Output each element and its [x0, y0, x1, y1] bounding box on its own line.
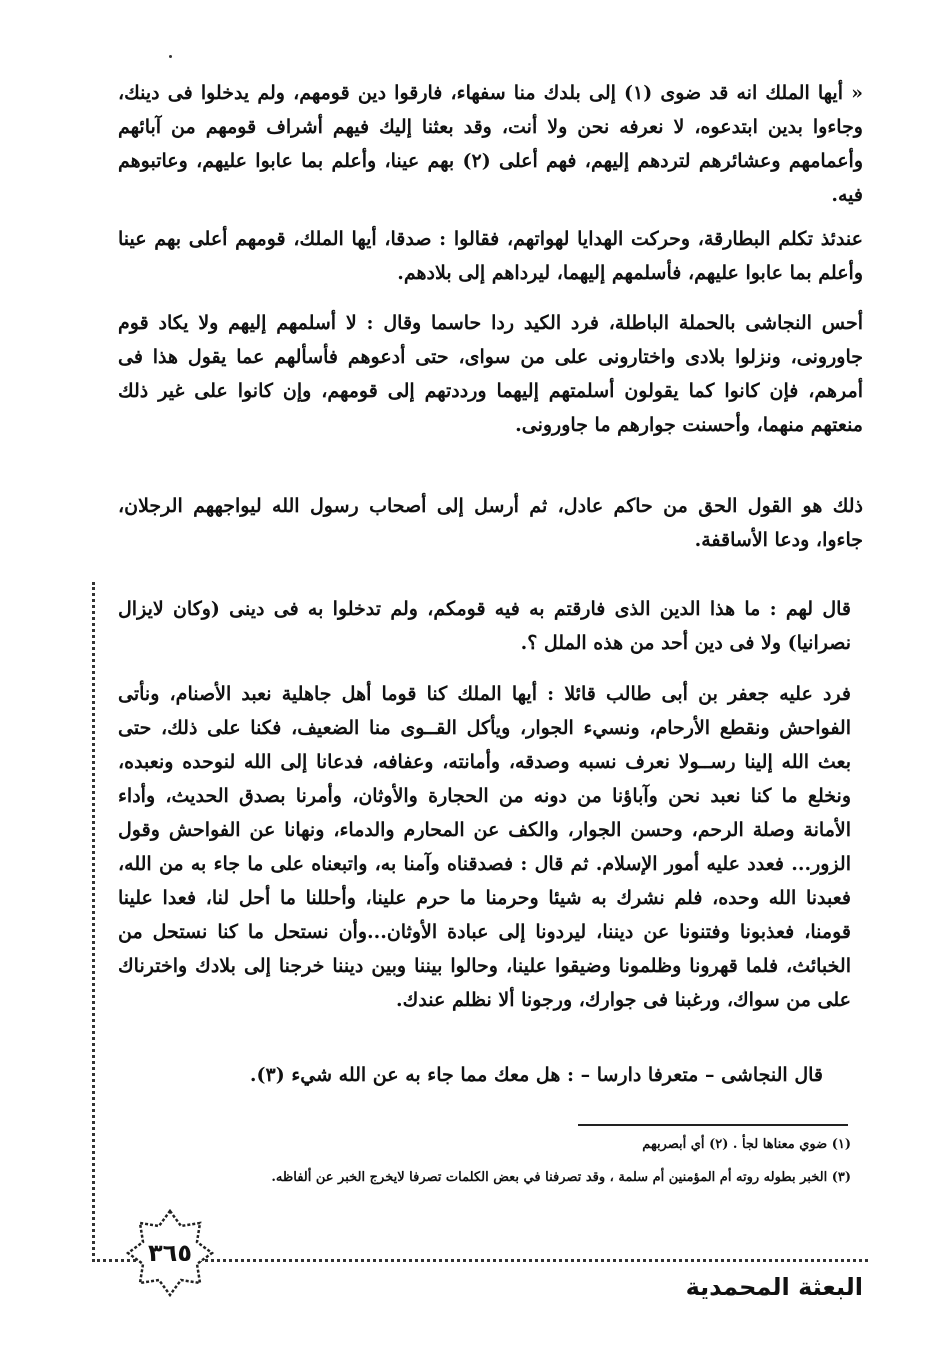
print-speck	[169, 55, 172, 58]
book-title: البعثة المحمدية	[685, 1273, 863, 1301]
footnote-1-2: (١) ضوي معناها لجأ . (٢) أي أبصربهم	[642, 1137, 851, 1152]
footnote-3: (٣) الخبر بطوله روته أم المؤمنين أم سلمة ، وقد تصرفنا في بعض الكلمات تصرفا لايخرج الخبر عن ألفاظه.	[271, 1170, 851, 1185]
paragraph-jafar-speech: فرد عليه جعفر بن أبى طالب قائلا : أيها الملك كنا قوما أهل جاهلية نعبد الأصنام، ونأتى الفواحش ونقطع الأرحام، ونسيء الجوار، ويأكل القــوى منا الضعيف، فكنا على ذلك، حتى بعث الله إلينا رســولا نعرف نسبه وصدقه، وأمانته، وعفافه، فدعانا إلى الله لنوحده ونعبده، ونخلع ما كنا نعبد نحن وآباؤنا من دونه من الحجارة والأوثان، وأمرنا بصدق الحديث، وأداء الأمانة وصلة الرحم، وحسن الجوار، والكف عن المحارم والدماء، ونهانا عن الفواحش وقول الزور... فعدد عليه أمور الإسلام. ثم قال : فصدقناه وآمنا به، واتبعناه على ما جاء به من الله، فعبدنا الله وحده، فلم نشرك به شيئا وحرمنا ما حرم علينا، وأحللنا ما أحل لنا، فعدا علينا قومنا، فعذبونا وفتنونا عن ديننا، ليردونا إلى عبادة الأوثان...وأن نستحل ما كنا نستحل من الخبائث، فلما قهرونا وظلمونا وضيقوا علينا، وحالوا بيننا وبين ديننا خرجنا إلى بلادك واخترناك على من سواك، ورغبنا فى جوارك، ورجونا ألا نظلم عندك.	[118, 683, 851, 1011]
page-number: ٣٦٥	[148, 1239, 192, 1267]
footnote-divider	[578, 1124, 848, 1126]
paragraph-najashi-question: قال لهم : ما هذا الدين الذى فارقتم به فيه قومكم، ولم تدخلوا به فى دينى (وكان لايزال نصرانيا) ولا فى دين أحد من هذه الملل ؟.	[118, 598, 851, 654]
paragraph-patriarchs: عندئذ تكلم البطارقة، وحركت الهدايا لهواتهم، فقالوا : صدقا، أيها الملك، قومهم أعلى بهم عينا وأعلم بما عابوا عليهم، فأسلمهم إليهما، ليرداهم إلى بلادهم.	[118, 228, 863, 284]
paragraph-summons: ذلك هو القول الحق من حاكم عادل، ثم أرسل إلى أصحاب رسول الله ليواجههم الرجلان، جاءوا، ودعا الأساقفة.	[118, 495, 863, 551]
paragraph-najashi-reply: أحس النجاشى بالحملة الباطلة، فرد الكيد ردا حاسما وقال : لا أسلمهم إليهم ولا يكاد قوم جاورونى، ونزلوا بلادى واختارونى على من سواى، حتى أدعوهم فأسألهم عما يقول هذا فى أمرهم، فإن كانوا كما يقولون أسلمتهم إليهما ورددتهم إلى قومهم، وإن كانوا على غير ذلك منعتهم منهما، وأحسنت جوارهم ما جاورونى.	[118, 312, 863, 436]
paragraph-envoys-speech: « أيها الملك انه قد ضوى (١) إلى بلدك منا سفهاء، فارقوا دين قومهم، ولم يدخلوا فى دينك، وجاءوا بدين ابتدعوه، لا نعرفه نحن ولا أنت، وقد بعثنا إليك فيهم أشراف قومهم من آبائهم وأعمامهم وعشائرهم لتردهم إليهم، فهم أعلى (٢) بهم عينا، وأعلم بما عابوا عليهم، وعاتبوهم فيه.	[118, 82, 863, 206]
paragraph-najashi-asks: قال النجاشى – متعرفا دارسا – : هل معك مما جاء به عن الله شيء (٣).	[249, 1064, 823, 1086]
